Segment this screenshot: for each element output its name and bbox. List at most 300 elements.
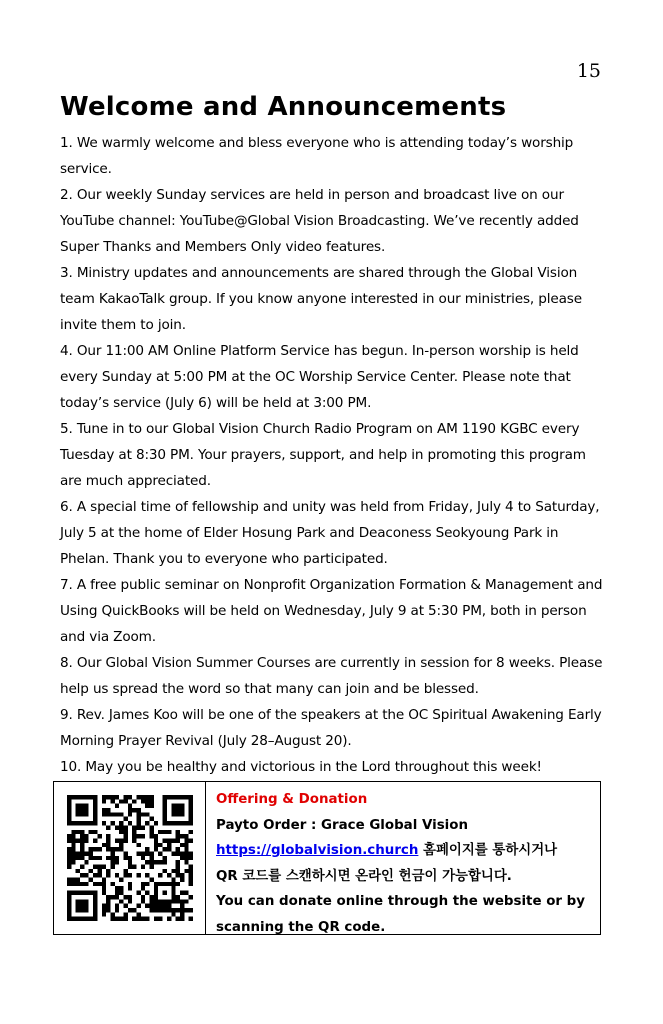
qr-module	[67, 834, 71, 838]
qr-module	[67, 847, 71, 851]
qr-module	[175, 873, 179, 877]
qr-module	[188, 799, 192, 803]
qr-module	[119, 838, 123, 842]
qr-module	[88, 878, 92, 882]
korean-text-1: 홈페이지를 통하시거나	[418, 843, 558, 858]
qr-module	[175, 869, 179, 873]
qr-module	[106, 899, 110, 903]
qr-module	[153, 908, 157, 912]
qr-module	[80, 843, 84, 847]
qr-module	[71, 834, 75, 838]
qr-module	[67, 856, 71, 860]
qr-module	[88, 869, 92, 873]
qr-code-icon[interactable]	[67, 795, 193, 921]
qr-module	[171, 899, 175, 903]
qr-module	[188, 865, 192, 869]
qr-module	[71, 821, 75, 825]
qr-module	[75, 821, 79, 825]
qr-module	[97, 865, 101, 869]
qr-module	[75, 904, 79, 908]
qr-module	[88, 830, 92, 834]
qr-module	[175, 860, 179, 864]
qr-module	[184, 838, 188, 842]
qr-module	[132, 825, 136, 829]
qr-module	[149, 908, 153, 912]
qr-module	[162, 804, 166, 808]
announcement-item: 6. A special time of fellowship and unity was held from Friday, July 4 to Saturday, July 5 at the home of Elder Hosung Park and Deaconess Seokyoung Park in Phelan. Thank you to everyone who participated.	[60, 499, 600, 567]
qr-module	[153, 834, 157, 838]
qr-module	[171, 878, 175, 882]
qr-module	[80, 812, 84, 816]
qr-module	[119, 899, 123, 903]
qr-module	[145, 904, 149, 908]
qr-module	[149, 804, 153, 808]
qr-module	[184, 860, 188, 864]
korean-text-2: QR 코드를 스캔하시면 온라인 헌금이 가능합니다.	[216, 868, 512, 884]
qr-module	[171, 895, 175, 899]
qr-module	[114, 886, 118, 890]
qr-module	[80, 847, 84, 851]
qr-module	[80, 808, 84, 812]
qr-module	[153, 917, 157, 921]
qr-module	[166, 830, 170, 834]
qr-module	[179, 795, 183, 799]
qr-module	[106, 838, 110, 842]
qr-module	[75, 812, 79, 816]
qr-module	[127, 804, 131, 808]
qr-module	[171, 808, 175, 812]
qr-module	[132, 830, 136, 834]
qr-module	[179, 834, 183, 838]
qr-module	[184, 908, 188, 912]
qr-module	[184, 821, 188, 825]
qr-module	[110, 812, 114, 816]
qr-module	[84, 860, 88, 864]
qr-module	[93, 817, 97, 821]
qr-module	[153, 899, 157, 903]
qr-module	[67, 891, 71, 895]
qr-module	[123, 904, 127, 908]
qr-module	[80, 865, 84, 869]
qr-module	[67, 917, 71, 921]
qr-module	[106, 856, 110, 860]
qr-module	[179, 912, 183, 916]
qr-module	[175, 795, 179, 799]
qr-module	[114, 838, 118, 842]
qr-module	[136, 808, 140, 812]
qr-module	[188, 856, 192, 860]
qr-module	[97, 869, 101, 873]
qr-module	[140, 886, 144, 890]
qr-module	[145, 851, 149, 855]
qr-module	[93, 908, 97, 912]
qr-module	[145, 821, 149, 825]
qr-module	[101, 908, 105, 912]
qr-module	[97, 847, 101, 851]
qr-module	[75, 856, 79, 860]
qr-module	[93, 904, 97, 908]
qr-module	[114, 795, 118, 799]
qr-module	[162, 908, 166, 912]
qr-module	[67, 817, 71, 821]
qr-module	[153, 838, 157, 842]
qr-module	[75, 882, 79, 886]
qr-module	[188, 821, 192, 825]
qr-module	[166, 795, 170, 799]
qr-module	[84, 917, 88, 921]
qr-module	[149, 904, 153, 908]
qr-module	[71, 856, 75, 860]
website-link[interactable]: https://globalvision.church	[216, 843, 419, 858]
qr-module	[162, 838, 166, 842]
qr-module	[80, 891, 84, 895]
qr-module	[188, 808, 192, 812]
qr-module	[140, 795, 144, 799]
qr-module	[84, 904, 88, 908]
qr-module	[114, 908, 118, 912]
qr-module	[166, 873, 170, 877]
qr-module	[179, 812, 183, 816]
qr-module	[140, 865, 144, 869]
page-title: Welcome and Announcements	[60, 92, 507, 122]
qr-module	[145, 804, 149, 808]
qr-module	[175, 908, 179, 912]
qr-module	[80, 873, 84, 877]
qr-module	[127, 860, 131, 864]
qr-module	[132, 799, 136, 803]
qr-module	[84, 851, 88, 855]
qr-module	[101, 882, 105, 886]
qr-module	[149, 865, 153, 869]
qr-module	[132, 808, 136, 812]
qr-module	[119, 891, 123, 895]
qr-module	[114, 856, 118, 860]
qr-code-cell	[54, 782, 206, 934]
qr-module	[179, 899, 183, 903]
qr-module	[188, 908, 192, 912]
qr-module	[127, 895, 131, 899]
qr-module	[188, 804, 192, 808]
qr-module	[80, 795, 84, 799]
qr-module	[119, 886, 123, 890]
qr-module	[71, 843, 75, 847]
qr-module	[123, 912, 127, 916]
qr-module	[140, 851, 144, 855]
qr-module	[110, 860, 114, 864]
qr-module	[80, 851, 84, 855]
qr-module	[140, 812, 144, 816]
qr-module	[101, 904, 105, 908]
announcement-item: 5. Tune in to our Global Vision Church Radio Program on AM 1190 KGBC every Tuesday at 8:30 PM. Your prayers, support, and help in promoting this program are much appreciated.	[60, 421, 586, 489]
qr-module	[67, 908, 71, 912]
qr-module	[127, 899, 131, 903]
qr-module	[158, 908, 162, 912]
qr-module	[93, 799, 97, 803]
qr-module	[97, 873, 101, 877]
qr-module	[127, 886, 131, 890]
qr-module	[132, 917, 136, 921]
qr-module	[149, 830, 153, 834]
qr-module	[80, 904, 84, 908]
qr-module	[184, 847, 188, 851]
qr-module	[84, 908, 88, 912]
qr-module	[71, 917, 75, 921]
qr-module	[127, 908, 131, 912]
qr-module	[179, 908, 183, 912]
qr-module	[101, 821, 105, 825]
qr-module	[127, 856, 131, 860]
qr-module	[106, 869, 110, 873]
offering-donation-box	[53, 781, 601, 935]
qr-module	[110, 912, 114, 916]
qr-module	[175, 808, 179, 812]
qr-module	[140, 799, 144, 803]
qr-module	[84, 882, 88, 886]
qr-module	[153, 886, 157, 890]
qr-module	[175, 834, 179, 838]
qr-module	[162, 899, 166, 903]
qr-module	[71, 882, 75, 886]
payto-order: Payto Order : Grace Global Vision	[216, 817, 468, 833]
qr-module	[158, 899, 162, 903]
qr-module	[158, 882, 162, 886]
qr-module	[132, 834, 136, 838]
qr-module	[171, 912, 175, 916]
qr-module	[179, 917, 183, 921]
qr-module	[179, 808, 183, 812]
qr-module	[75, 891, 79, 895]
qr-module	[136, 825, 140, 829]
qr-module	[171, 882, 175, 886]
qr-module	[184, 899, 188, 903]
qr-module	[123, 825, 127, 829]
qr-module	[71, 878, 75, 882]
qr-module	[188, 878, 192, 882]
qr-module	[114, 895, 118, 899]
qr-module	[136, 821, 140, 825]
qr-module	[145, 882, 149, 886]
qr-module	[75, 838, 79, 842]
qr-module	[145, 847, 149, 851]
qr-module	[188, 851, 192, 855]
qr-module	[80, 917, 84, 921]
qr-module	[67, 882, 71, 886]
qr-module	[106, 808, 110, 812]
qr-module	[149, 895, 153, 899]
qr-module	[153, 891, 157, 895]
qr-module	[67, 865, 71, 869]
qr-module	[93, 812, 97, 816]
qr-module	[67, 795, 71, 799]
qr-module	[119, 812, 123, 816]
qr-module	[84, 873, 88, 877]
qr-module	[67, 899, 71, 903]
qr-module	[175, 917, 179, 921]
announcement-item: 10. May you be healthy and victorious in the Lord throughout this week!	[60, 759, 542, 775]
qr-module	[127, 882, 131, 886]
qr-module	[71, 847, 75, 851]
qr-module	[166, 908, 170, 912]
qr-module	[93, 882, 97, 886]
page-number: 15	[576, 60, 601, 82]
qr-module	[101, 795, 105, 799]
qr-module	[184, 869, 188, 873]
qr-module	[110, 917, 114, 921]
qr-module	[80, 804, 84, 808]
qr-module	[145, 812, 149, 816]
qr-module	[140, 834, 144, 838]
qr-module	[149, 860, 153, 864]
qr-module	[88, 821, 92, 825]
qr-module	[162, 821, 166, 825]
qr-module	[158, 904, 162, 908]
qr-module	[132, 838, 136, 842]
announcement-item: 4. Our 11:00 AM Online Platform Service has begun. In-person worship is held every Sunday at 5:00 PM at the OC Worship Service Center. Please note that today’s service (July 6) will be held at 3:00 PM.	[60, 343, 579, 411]
qr-module	[67, 904, 71, 908]
qr-module	[127, 821, 131, 825]
qr-module	[175, 895, 179, 899]
qr-module	[119, 917, 123, 921]
qr-module	[67, 878, 71, 882]
qr-module	[140, 895, 144, 899]
qr-module	[136, 817, 140, 821]
qr-module	[184, 856, 188, 860]
qr-module	[101, 865, 105, 869]
qr-module	[119, 878, 123, 882]
qr-module	[179, 804, 183, 808]
qr-module	[188, 838, 192, 842]
qr-module	[171, 821, 175, 825]
qr-module	[175, 812, 179, 816]
qr-module	[119, 830, 123, 834]
qr-module	[119, 825, 123, 829]
qr-module	[80, 899, 84, 903]
qr-module	[75, 878, 79, 882]
qr-module	[136, 843, 140, 847]
qr-module	[80, 834, 84, 838]
qr-module	[149, 834, 153, 838]
qr-module	[162, 812, 166, 816]
qr-module	[162, 799, 166, 803]
qr-module	[145, 891, 149, 895]
qr-module	[75, 851, 79, 855]
qr-module	[106, 847, 110, 851]
qr-module	[171, 908, 175, 912]
qr-module	[162, 904, 166, 908]
qr-module	[75, 808, 79, 812]
qr-module	[97, 882, 101, 886]
qr-module	[158, 851, 162, 855]
qr-module	[106, 908, 110, 912]
qr-module	[166, 917, 170, 921]
qr-module	[123, 838, 127, 842]
offering-info	[206, 782, 600, 934]
qr-module	[175, 851, 179, 855]
qr-module	[127, 812, 131, 816]
qr-module	[162, 847, 166, 851]
qr-module	[106, 825, 110, 829]
qr-module	[88, 851, 92, 855]
qr-module	[179, 851, 183, 855]
qr-module	[136, 891, 140, 895]
qr-module	[93, 821, 97, 825]
website-line	[216, 838, 600, 864]
qr-module	[123, 873, 127, 877]
qr-module	[101, 878, 105, 882]
qr-module	[158, 843, 162, 847]
qr-module	[80, 856, 84, 860]
qr-module	[179, 878, 183, 882]
qr-module	[114, 904, 118, 908]
qr-module	[71, 795, 75, 799]
qr-module	[171, 869, 175, 873]
qr-module	[123, 795, 127, 799]
qr-module	[88, 917, 92, 921]
qr-module	[119, 847, 123, 851]
qr-module	[110, 821, 114, 825]
qr-module	[93, 865, 97, 869]
announcement-item: 2. Our weekly Sunday services are held in person and broadcast live on our YouTube channel: YouTube@Global Vision Broadcasting. We’ve recently added Super Thanks and Members Only video features.	[60, 187, 579, 255]
qr-module	[119, 843, 123, 847]
qr-module	[67, 812, 71, 816]
qr-module	[166, 847, 170, 851]
qr-module	[166, 821, 170, 825]
qr-module	[119, 821, 123, 825]
qr-module	[110, 851, 114, 855]
qr-module	[136, 795, 140, 799]
qr-module	[67, 895, 71, 899]
qr-module	[80, 838, 84, 842]
qr-module	[179, 891, 183, 895]
qr-module	[166, 843, 170, 847]
qr-module	[162, 817, 166, 821]
qr-module	[153, 843, 157, 847]
qr-module	[114, 891, 118, 895]
qr-module	[67, 799, 71, 803]
qr-module	[114, 812, 118, 816]
qr-module	[106, 895, 110, 899]
qr-module	[179, 873, 183, 877]
qr-module	[158, 860, 162, 864]
qr-module	[123, 799, 127, 803]
qr-module	[114, 825, 118, 829]
qr-module	[179, 856, 183, 860]
qr-module	[179, 821, 183, 825]
qr-module	[162, 869, 166, 873]
qr-module	[93, 895, 97, 899]
qr-module	[123, 817, 127, 821]
offering-heading: Offering & Donation	[216, 792, 368, 807]
qr-module	[110, 882, 114, 886]
qr-module	[162, 860, 166, 864]
qr-module	[171, 795, 175, 799]
qr-module	[149, 795, 153, 799]
qr-module	[171, 812, 175, 816]
qr-module	[123, 869, 127, 873]
qr-module	[175, 804, 179, 808]
qr-module	[162, 856, 166, 860]
qr-module	[136, 873, 140, 877]
announcement-item: 8. Our Global Vision Summer Courses are currently in session for 8 weeks. Please help us spread the word so that many can join and be blessed.	[60, 655, 603, 697]
qr-module	[188, 882, 192, 886]
qr-module	[162, 808, 166, 812]
qr-module	[188, 895, 192, 899]
qr-module	[188, 795, 192, 799]
qr-module	[153, 882, 157, 886]
qr-module	[123, 851, 127, 855]
qr-module	[136, 851, 140, 855]
qr-module	[114, 847, 118, 851]
